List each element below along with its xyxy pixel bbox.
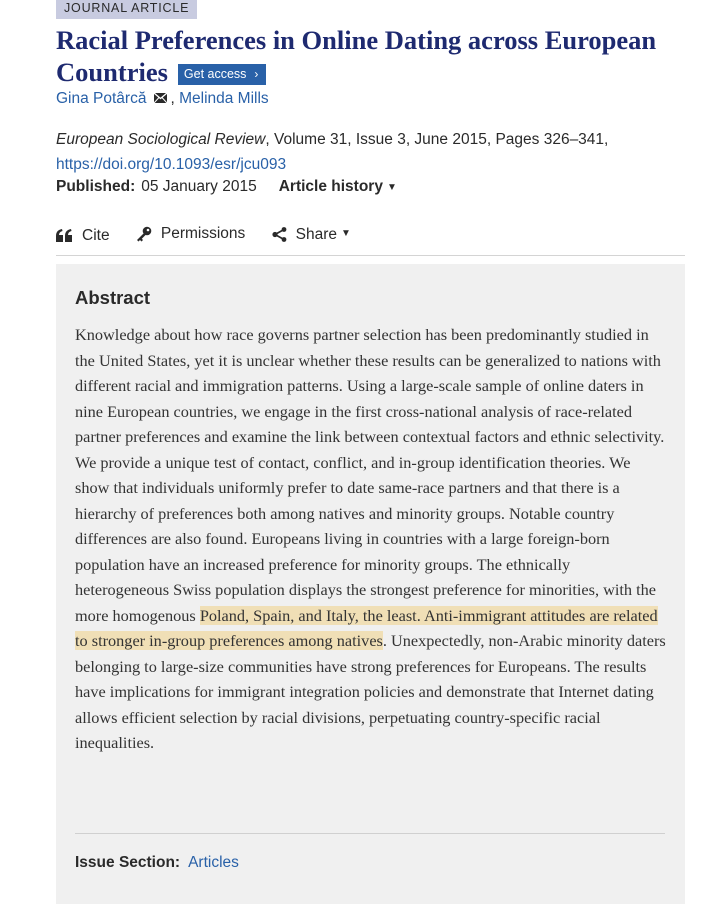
header-divider	[56, 255, 685, 256]
abstract-heading: Abstract	[75, 287, 151, 308]
share-label: Share	[295, 225, 337, 243]
chevron-right-icon: ›	[254, 67, 259, 81]
abstract-text-after: . Unexpectedly, non-Arabic minority daters belonging to large-size communities have strong preferences for Europeans. The results have implications for immigrant integration policies and demonstrate that Internet dating allows efficient selection by racial divisions, perpetuating country-specific racial inequalities.	[75, 631, 666, 752]
issue-section	[75, 854, 239, 872]
author-link-potarca[interactable]: Gina Potârcă	[56, 90, 147, 107]
caret-down-icon: ▼	[341, 228, 351, 239]
author-link-mills[interactable]: Melinda Mills	[179, 90, 269, 107]
abstract-section	[56, 264, 685, 904]
get-access-button[interactable]	[178, 64, 267, 85]
share-icon	[272, 227, 287, 242]
cite-label: Cite	[82, 226, 110, 244]
email-icon[interactable]	[154, 93, 167, 103]
caret-down-icon: ▼	[386, 182, 397, 193]
permissions-label: Permissions	[160, 225, 246, 242]
abstract-text	[75, 322, 667, 756]
cite-button[interactable]	[56, 227, 110, 245]
article-title	[56, 24, 696, 88]
abstract-divider	[75, 833, 665, 834]
article-history-toggle[interactable]	[279, 178, 397, 195]
abstract-text-before: Knowledge about how race governs partner selection has been predominantly studied in the United States, yet it is unclear whether these results can be generalized to nations with different racial and immigration patterns. Using a large-scale sample of online daters in nine European countries, we engage in the first cross-national analysis of race-related partner preferences and examine the link between contextual factors and ethnic selectivity. We provide a unique test of contact, conflict, and in-group identification theories. We show that individuals uniformly prefer to date same-race partners and that there is a hierarchy of preferences both among natives and minority groups. Notable country differences are also found. Europeans living in countries with a large foreign-born population have an increased preference for minority groups. The ethnically heterogeneous Swiss population displays the strongest preference for minorities, with the more homogenous	[75, 325, 665, 625]
share-button[interactable]	[272, 226, 351, 244]
published-date: 05 January 2015	[141, 178, 257, 195]
article-tools	[56, 225, 686, 247]
article-type-badge: JOURNAL ARTICLE	[56, 0, 197, 19]
issue-section-label: Issue Section:	[75, 854, 181, 871]
author-separator: ,	[170, 90, 175, 107]
article-history-label: Article history	[278, 178, 383, 195]
abstract-highlighted-text: Poland, Spain, and Italy, the least. Anti-immigrant attitudes are related to stronger in-group preferences among natives	[75, 605, 658, 650]
publication-info	[56, 178, 397, 196]
issue-section-link[interactable]: Articles	[188, 854, 239, 871]
citation-details: , Volume 31, Issue 3, June 2015, Pages 326–341,	[265, 131, 609, 148]
citation	[56, 127, 686, 177]
journal-name: European Sociological Review	[56, 131, 266, 148]
author-list	[56, 90, 269, 108]
key-icon	[136, 226, 152, 242]
article-title-text: Racial Preferences in Online Dating across European Countries	[56, 25, 657, 87]
doi-link[interactable]: https://doi.org/10.1093/esr/jcu093	[56, 156, 287, 173]
permissions-button[interactable]	[136, 225, 245, 243]
quote-icon	[56, 229, 73, 242]
get-access-label: Get access	[183, 67, 247, 81]
published-label: Published:	[56, 178, 136, 195]
